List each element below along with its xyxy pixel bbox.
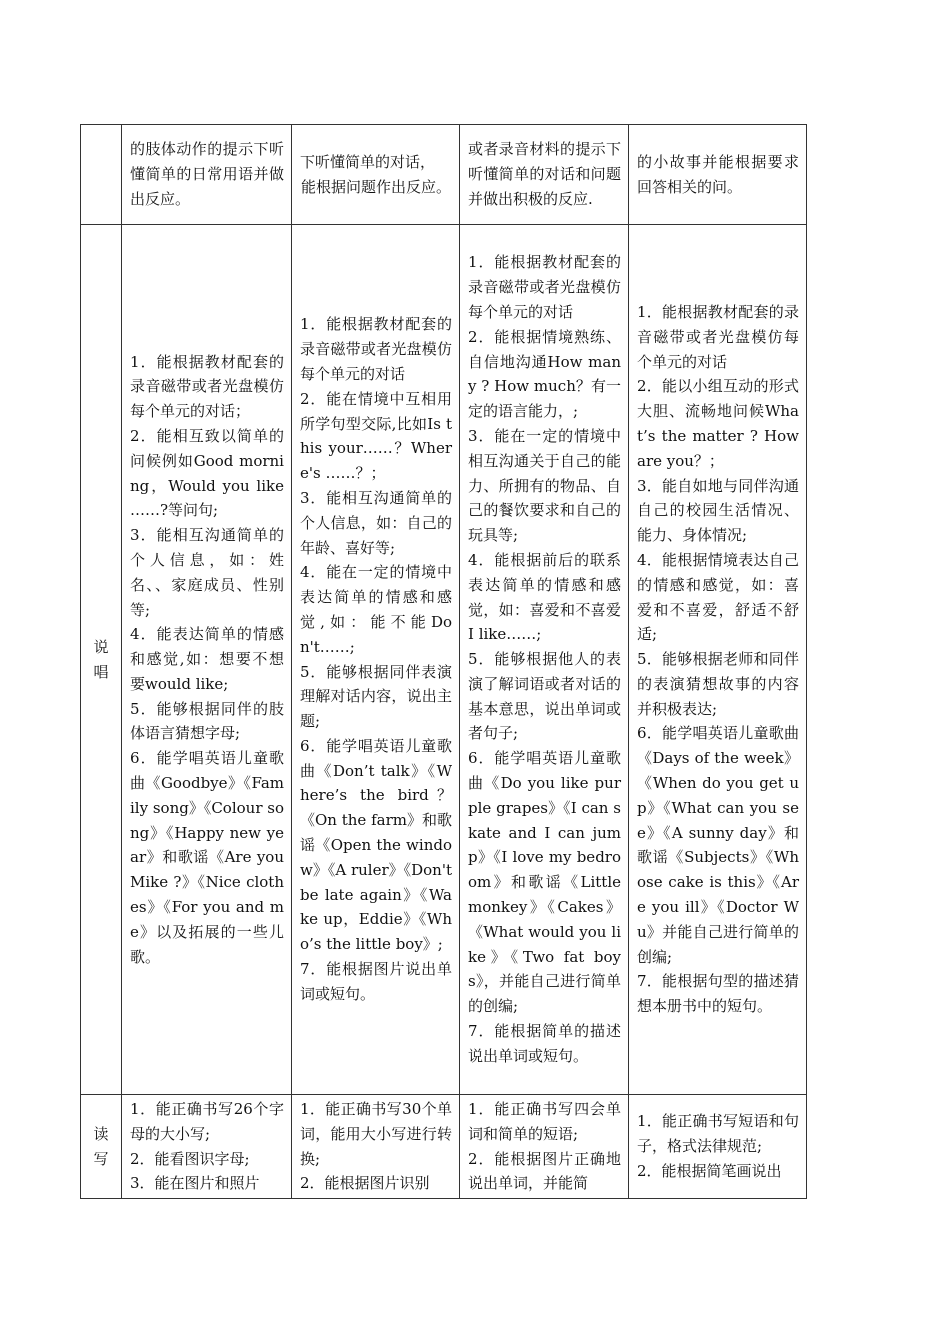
table-body (81, 125, 807, 1199)
cell-text-line: 3．能在图片和照片 (130, 1174, 260, 1193)
cell-text-line: 1．能根据教材配套的录音磁带或者光盘模仿每个单元的对话 (300, 315, 452, 383)
cell-text-line: 6．能学唱英语儿童歌曲《Do you like purple grapes》《I can skate and I can jump》《I love my bedroom》和歌谣《Little monkey》《Cakes》《What would you like》《Two fat boys》，并能自己进行简单的创编; (468, 749, 621, 1016)
cell-text-line: 下听懂简单的对话， (300, 152, 436, 171)
cell-text-line: 的肢体动作的提示下听懂简单的日常用语并做出反应。 (130, 140, 284, 208)
cell-text-line: 2．能根据情境熟练、自信地沟通How many ? How much？有一定的语言能力，; (468, 327, 621, 421)
cell-text-line: 或者录音材料的提示下听懂简单的对话和问题并做出积极的反应. (468, 140, 621, 208)
row-label-char: 唱 (93, 662, 109, 681)
cell-text-line: 3．能在一定的情境中相互沟通关于自己的能力、所拥有的物品、自己的餐饮要求和自己的玩具等; (468, 426, 621, 545)
table-cell (460, 1095, 629, 1199)
cell-text-line: 6．能学唱英语儿童歌曲《Don’t talk》《Where’s the bird？《On the farm》和歌谣《Open the window》《A ruler》《Don't be late again》《Wake up，Eddie》《Who’s the little boy》; (300, 736, 452, 954)
cell-text-line: 2．能相互致以简单的问候例如Good morning，Would you like ……?等问句; (130, 426, 284, 520)
curriculum-table (80, 124, 807, 1199)
cell-text-line: 4．能根据前后的联系表达简单的情感和感觉，如：喜爱和不喜爱I like……; (468, 550, 621, 644)
row-label-cell (81, 225, 122, 1095)
cell-text-line: 2．能根据图片正确地说出单词，并能简 (468, 1149, 621, 1193)
cell-text-line: 能根据问题作出反应。 (300, 177, 451, 196)
cell-text-line: 1．能正确书写26个字母的大小写; (130, 1100, 284, 1143)
cell-text-line: 4．能表达简单的情感和感觉,如：想要不想要would like; (130, 625, 284, 693)
cell-text-line: 1．能正确书写四会单词和简单的短语; (468, 1100, 621, 1143)
table-cell (122, 225, 292, 1095)
row-label-cell (81, 125, 122, 225)
table-cell (292, 225, 460, 1095)
cell-text-line: 6．能学唱英语儿童歌曲《Goodbye》《Family song》《Colour song》《Happy new year》和歌谣《Are you Mike ?》《Nice clothes》《For you and me》以及拓展的一些儿歌。 (130, 749, 284, 966)
row-label-char: 说 (93, 637, 109, 656)
cell-text-line: 2．能看图识字母; (130, 1149, 250, 1168)
cell-text-line: 4．能根据情境表达自己的情感和感觉，如：喜爱和不喜爱，舒适不舒适; (637, 550, 799, 644)
row-label-char: 写 (93, 1149, 109, 1168)
cell-text-line: 3．能自如地与同伴沟通自己的校园生活情况、能力、身体情况; (637, 476, 799, 545)
row-label-cell (81, 1095, 122, 1199)
row-label-char: 读 (93, 1124, 109, 1143)
cell-text-line: 1．能根据教材配套的录音磁带或者光盘模仿每个单元的对话； (130, 352, 284, 421)
cell-text-line: 1．能正确书写短语和句子，格式法律规范; (637, 1112, 799, 1156)
cell-text-line: 5．能够根据他人的表演了解词语或者对话的基本意思，说出单词或者句子; (468, 650, 621, 743)
cell-text-line: 2．能在情境中互相用所学句型交际,比如Is this your……？Where's ……？； (300, 389, 452, 483)
table-cell (629, 225, 807, 1095)
table-cell (460, 225, 629, 1095)
cell-text-line: 5．能够根据老师和同伴的表演猜想故事的内容并积极表达; (637, 650, 799, 718)
table-row (81, 225, 807, 1095)
cell-text-line: 5．能够根据同伴的肢体语言猜想字母; (130, 699, 284, 743)
cell-text-line: 1．能根据教材配套的录音磁带或者光盘模仿每个单元的对话 (468, 253, 621, 321)
cell-text-line: 1．能正确书写30个单词，能用大小写进行转换; (300, 1100, 452, 1168)
table-cell (460, 125, 629, 225)
cell-text-line: 6．能学唱英语儿童歌曲《Days of the week》《When do you get up》《What can you see》《A sunny day》和歌谣《Subjects》《Whose cake is this》《Are you ill》《Doctor Wu》并能自己进行简单的创编; (637, 724, 799, 966)
cell-text-line: 3．能相互沟通简单的个人信息，如：姓名、、家庭成员、性别等; (130, 526, 284, 619)
table-row (81, 1095, 807, 1199)
cell-text-line: 4．能在一定的情境中表达简单的情感和感觉,如：能不能Don't……; (300, 563, 452, 656)
cell-text-line: 2．能以小组互动的形式大胆、流畅地问候What’s the matter ? How are you？； (637, 377, 799, 470)
cell-text-line: 的小故事并能根据要求回答相关的问。 (637, 152, 799, 196)
table-cell (629, 125, 807, 225)
cell-text-line: 1．能根据教材配套的录音磁带或者光盘模仿每个单元的对话 (637, 302, 799, 371)
table-cell (292, 1095, 460, 1199)
cell-text-line: 7．能根据简单的描述说出单词或短句。 (468, 1022, 621, 1065)
table-row (81, 125, 807, 225)
cell-text-line: 2．能根据简笔画说出 (637, 1161, 782, 1180)
cell-text-line: 3．能相互沟通简单的个人信息，如：自己的年龄、喜好等; (300, 488, 452, 557)
table-cell (629, 1095, 807, 1199)
table-cell (292, 125, 460, 225)
cell-text-line: 7．能根据句型的描述猜想本册书中的短句。 (637, 972, 799, 1016)
cell-text-line: 5．能够根据同伴表演理解对话内容，说出主题; (300, 662, 452, 731)
cell-text-line: 7．能根据图片说出单词或短句。 (300, 960, 452, 1003)
cell-text-line: 2．能根据图片识别 (300, 1174, 430, 1193)
table-cell (122, 1095, 292, 1199)
table-cell (122, 125, 292, 225)
